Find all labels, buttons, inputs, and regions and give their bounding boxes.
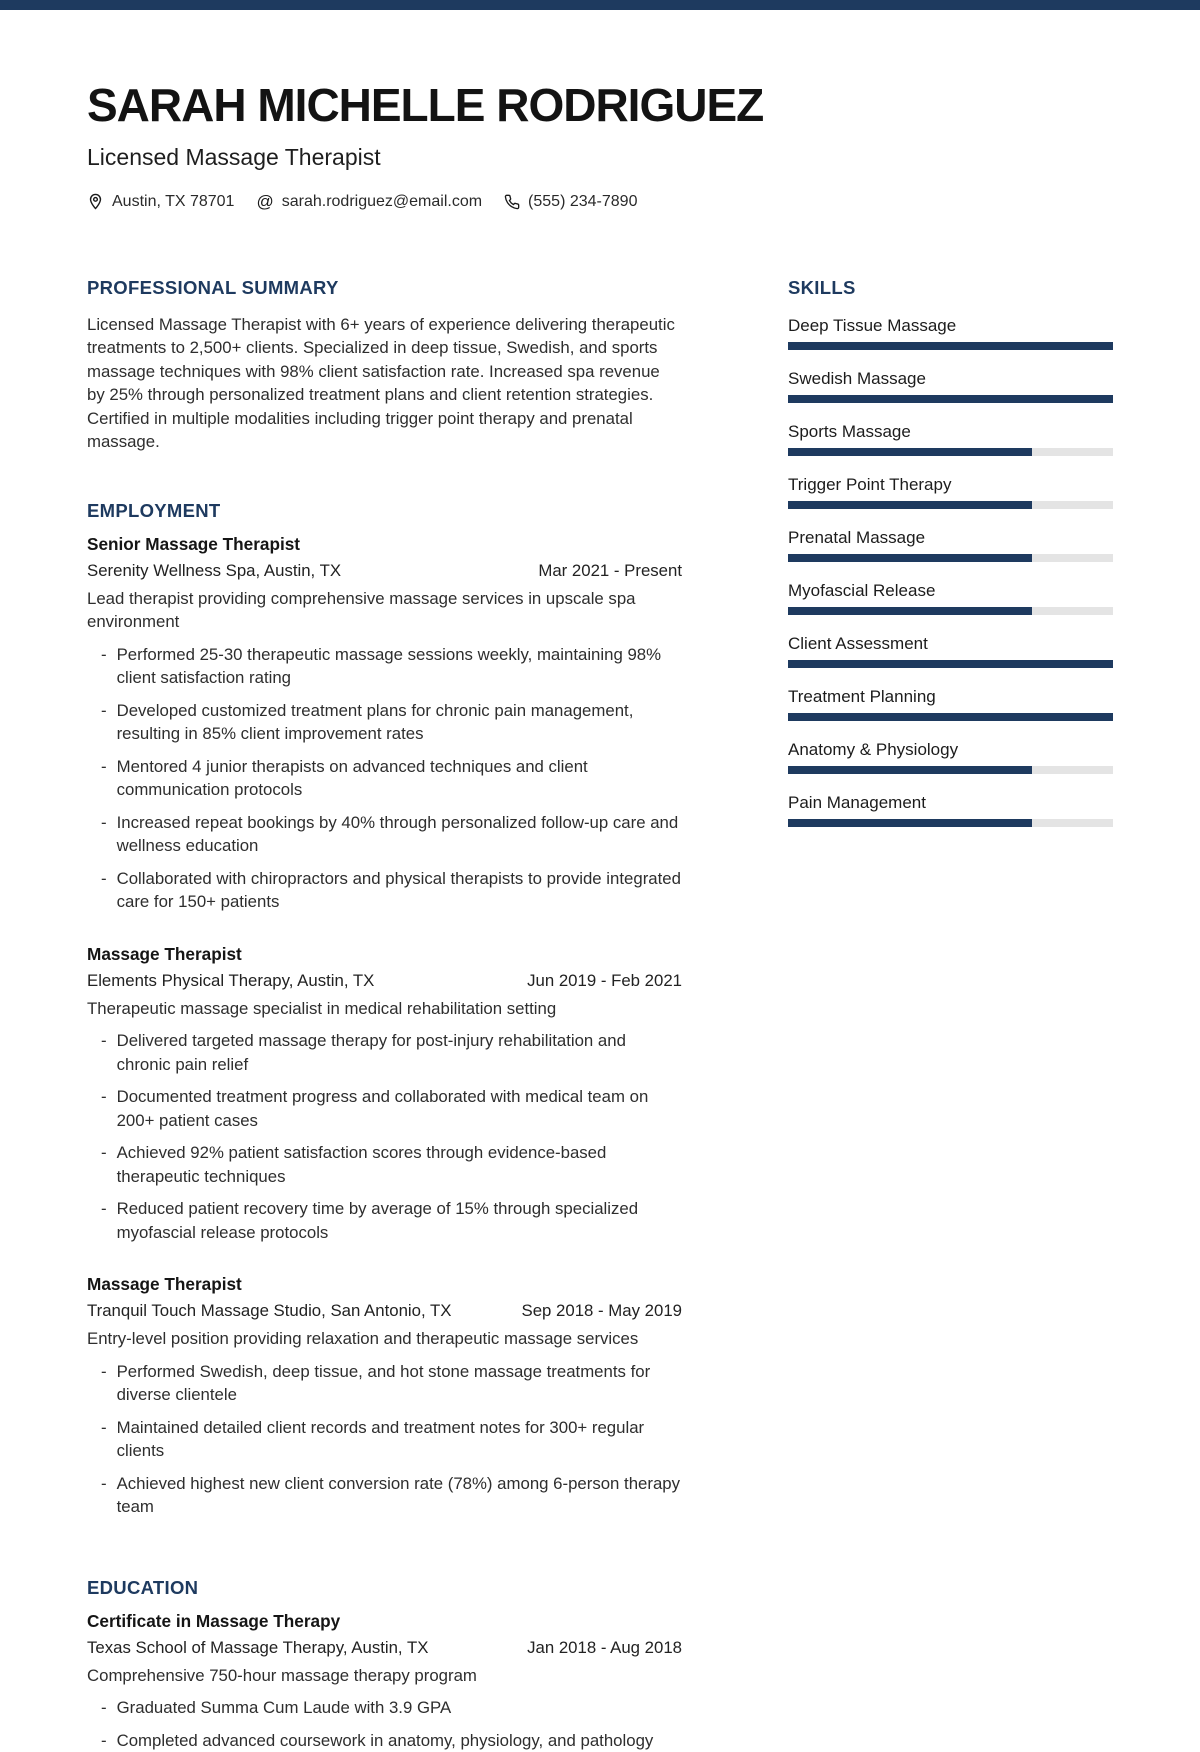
bullet-item <box>87 699 682 746</box>
skill-label: Deep Tissue Massage <box>788 315 957 335</box>
bullet-dash: - <box>101 1361 107 1381</box>
entry-title: Certificate in Massage Therapy <box>87 1610 341 1631</box>
bullet-text: Mentored 4 junior therapists on advanced techniques and client communication protocols <box>116 756 588 800</box>
location-icon <box>87 193 104 210</box>
experience-entry <box>87 1274 682 1519</box>
person-name: SARAH MICHELLE RODRIGUEZ <box>87 79 764 131</box>
employment-section <box>87 500 682 1519</box>
skill-bar-fill <box>788 395 1113 403</box>
bullet-item <box>87 867 682 914</box>
entry-title: Massage Therapist <box>87 943 242 964</box>
contact-phone <box>504 193 637 211</box>
skill-bar-fill <box>788 713 1113 721</box>
contact-email <box>256 193 482 211</box>
entry-bullets <box>87 1696 682 1752</box>
bullet-item <box>87 1197 682 1244</box>
skill-bar-track <box>788 448 1113 456</box>
skill-bar-track <box>788 819 1113 827</box>
phone-icon <box>504 194 520 210</box>
summary-text: Licensed Massage Therapist with 6+ years of experience delivering therapeutic treatments to 2,500+ clients. Specialized in deep tissue, Swedish, and sports massage techniques with 98% client satisfaction rate. Increased spa revenue by 25% through personalized treatment plans and client retention strategies. Certified in multiple modalities including trigger point therapy and prenatal massage. <box>87 314 675 452</box>
skill-bar-track <box>788 501 1113 509</box>
entry-meta <box>87 1301 682 1321</box>
bullet-text: Performed 25-30 therapeutic massage sessions weekly, maintaining 98% client satisfaction rating <box>116 644 662 688</box>
contact-email-text: sarah.rodriguez@email.com <box>281 192 483 210</box>
bullet-dash: - <box>101 1698 107 1718</box>
experience-entry <box>87 1611 682 1752</box>
education-list <box>87 1611 682 1752</box>
bullet-item <box>87 1141 682 1188</box>
skill-bar-track <box>788 607 1113 615</box>
bullet-item <box>87 1729 682 1752</box>
entry-dates: Jun 2019 - Feb 2021 <box>527 970 682 990</box>
bullet-text: Delivered targeted massage therapy for post-injury rehabilitation and chronic pain relief <box>116 1031 626 1074</box>
bullet-text: Achieved highest new client conversion rate (78%) among 6-person therapy team <box>116 1473 681 1517</box>
bullet-dash: - <box>101 1199 107 1219</box>
skills-list <box>788 315 1113 827</box>
entry-description: Therapeutic massage specialist in medical rehabilitation setting <box>87 998 557 1018</box>
bullet-text: Completed advanced coursework in anatomy, physiology, and pathology <box>116 1730 654 1750</box>
summary-heading: PROFESSIONAL SUMMARY <box>87 276 339 298</box>
entry-title: Senior Massage Therapist <box>87 533 301 554</box>
bullet-dash: - <box>101 700 107 720</box>
bullet-text: Documented treatment progress and collaborated with medical team on 200+ patient cases <box>116 1087 649 1130</box>
bullet-item <box>87 1696 682 1720</box>
skill-label: Anatomy & Physiology <box>788 739 959 759</box>
skills-sidebar <box>788 277 1113 827</box>
skill-item <box>788 580 1113 615</box>
skill-item <box>788 633 1113 668</box>
entry-organization: Texas School of Massage Therapy, Austin, TX <box>87 1637 429 1657</box>
job-list <box>87 534 682 1519</box>
skill-bar-fill <box>788 448 1032 456</box>
employment-heading: EMPLOYMENT <box>87 499 221 521</box>
skill-label: Pain Management <box>788 792 926 812</box>
top-accent-bar <box>0 0 1200 10</box>
contact-row <box>87 193 1113 211</box>
skill-bar-track <box>788 660 1113 668</box>
bullet-item <box>87 1085 682 1132</box>
skill-bar-fill <box>788 660 1113 668</box>
bullet-text: Achieved 92% patient satisfaction scores through evidence-based therapeutic techniques <box>116 1143 607 1186</box>
entry-dates: Mar 2021 - Present <box>538 560 682 580</box>
skill-bar-track <box>788 713 1113 721</box>
bullet-dash: - <box>101 756 107 776</box>
experience-entry <box>87 944 682 1245</box>
summary-section <box>87 277 682 454</box>
skill-label: Sports Massage <box>788 421 911 441</box>
education-heading: EDUCATION <box>87 1576 199 1598</box>
skill-item <box>788 315 1113 350</box>
contact-location <box>87 193 234 211</box>
bullet-text: Developed customized treatment plans for chronic pain management, resulting in 85% client improvement rates <box>116 700 634 744</box>
skill-item <box>788 527 1113 562</box>
entry-bullets <box>87 1029 682 1244</box>
bullet-dash: - <box>101 1143 107 1163</box>
entry-meta <box>87 1638 682 1658</box>
entry-description: Entry-level position providing relaxation and therapeutic massage services <box>87 1329 639 1349</box>
bullet-text: Graduated Summa Cum Laude with 3.9 GPA <box>116 1698 452 1718</box>
bullet-dash: - <box>101 1417 107 1437</box>
main-column <box>87 277 682 1752</box>
bullet-item <box>87 811 682 858</box>
skill-item <box>788 368 1113 403</box>
entry-organization: Tranquil Touch Massage Studio, San Antonio, TX <box>87 1301 452 1321</box>
person-title: Licensed Massage Therapist <box>87 143 381 170</box>
bullet-text: Reduced patient recovery time by average of 15% through specialized myofascial release protocols <box>116 1199 639 1242</box>
email-icon: @ <box>256 192 274 212</box>
entry-bullets <box>87 1360 682 1519</box>
bullet-dash: - <box>101 1087 107 1107</box>
skill-bar-fill <box>788 501 1032 509</box>
skills-heading: SKILLS <box>788 276 856 298</box>
skill-label: Swedish Massage <box>788 368 926 388</box>
skill-item <box>788 474 1113 509</box>
skill-item <box>788 739 1113 774</box>
skill-item <box>788 421 1113 456</box>
skill-item <box>788 792 1113 827</box>
skill-label: Prenatal Massage <box>788 527 926 547</box>
entry-title: Massage Therapist <box>87 1274 242 1295</box>
bullet-dash: - <box>101 1031 107 1051</box>
entry-description: Lead therapist providing comprehensive massage services in upscale spa environment <box>87 588 636 632</box>
skill-bar-track <box>788 554 1113 562</box>
bullet-dash: - <box>101 644 107 664</box>
experience-entry <box>87 534 682 914</box>
bullet-text: Maintained detailed client records and treatment notes for 300+ regular clients <box>116 1417 645 1461</box>
header <box>87 80 1113 211</box>
bullet-dash: - <box>101 812 107 832</box>
bullet-dash: - <box>101 1730 107 1750</box>
bullet-item <box>87 1029 682 1076</box>
entry-organization: Elements Physical Therapy, Austin, TX <box>87 970 375 990</box>
bullet-item <box>87 1360 682 1407</box>
skill-label: Trigger Point Therapy <box>788 474 952 494</box>
entry-organization: Serenity Wellness Spa, Austin, TX <box>87 560 342 580</box>
bullet-text: Collaborated with chiropractors and physical therapists to provide integrated care for 150+ patients <box>116 868 681 912</box>
entry-dates: Sep 2018 - May 2019 <box>521 1301 682 1321</box>
bullet-text: Performed Swedish, deep tissue, and hot stone massage treatments for diverse clientele <box>116 1361 651 1405</box>
entry-description: Comprehensive 750-hour massage therapy program <box>87 1665 477 1685</box>
bullet-item <box>87 1416 682 1463</box>
skill-bar-track <box>788 766 1113 774</box>
skill-bar-fill <box>788 607 1032 615</box>
entry-meta <box>87 561 682 581</box>
bullet-item <box>87 755 682 802</box>
skill-bar-fill <box>788 342 1113 350</box>
skill-label: Client Assessment <box>788 633 928 653</box>
bullet-item <box>87 643 682 690</box>
skill-bar-track <box>788 395 1113 403</box>
contact-phone-text: (555) 234-7890 <box>528 192 638 210</box>
skill-bar-track <box>788 342 1113 350</box>
entry-meta <box>87 971 682 991</box>
bullet-item <box>87 1472 682 1519</box>
contact-location-text: Austin, TX 78701 <box>112 192 235 210</box>
entry-dates: Jan 2018 - Aug 2018 <box>527 1637 682 1657</box>
skill-bar-fill <box>788 766 1032 774</box>
entry-bullets <box>87 643 682 914</box>
bullet-dash: - <box>101 868 107 888</box>
bullet-text: Increased repeat bookings by 40% through personalized follow-up care and wellness education <box>116 812 679 856</box>
skill-bar-fill <box>788 554 1032 562</box>
skill-label: Myofascial Release <box>788 580 936 600</box>
skill-item <box>788 686 1113 721</box>
skill-bar-fill <box>788 819 1032 827</box>
bullet-dash: - <box>101 1473 107 1493</box>
skill-label: Treatment Planning <box>788 686 936 706</box>
education-section <box>87 1577 682 1752</box>
